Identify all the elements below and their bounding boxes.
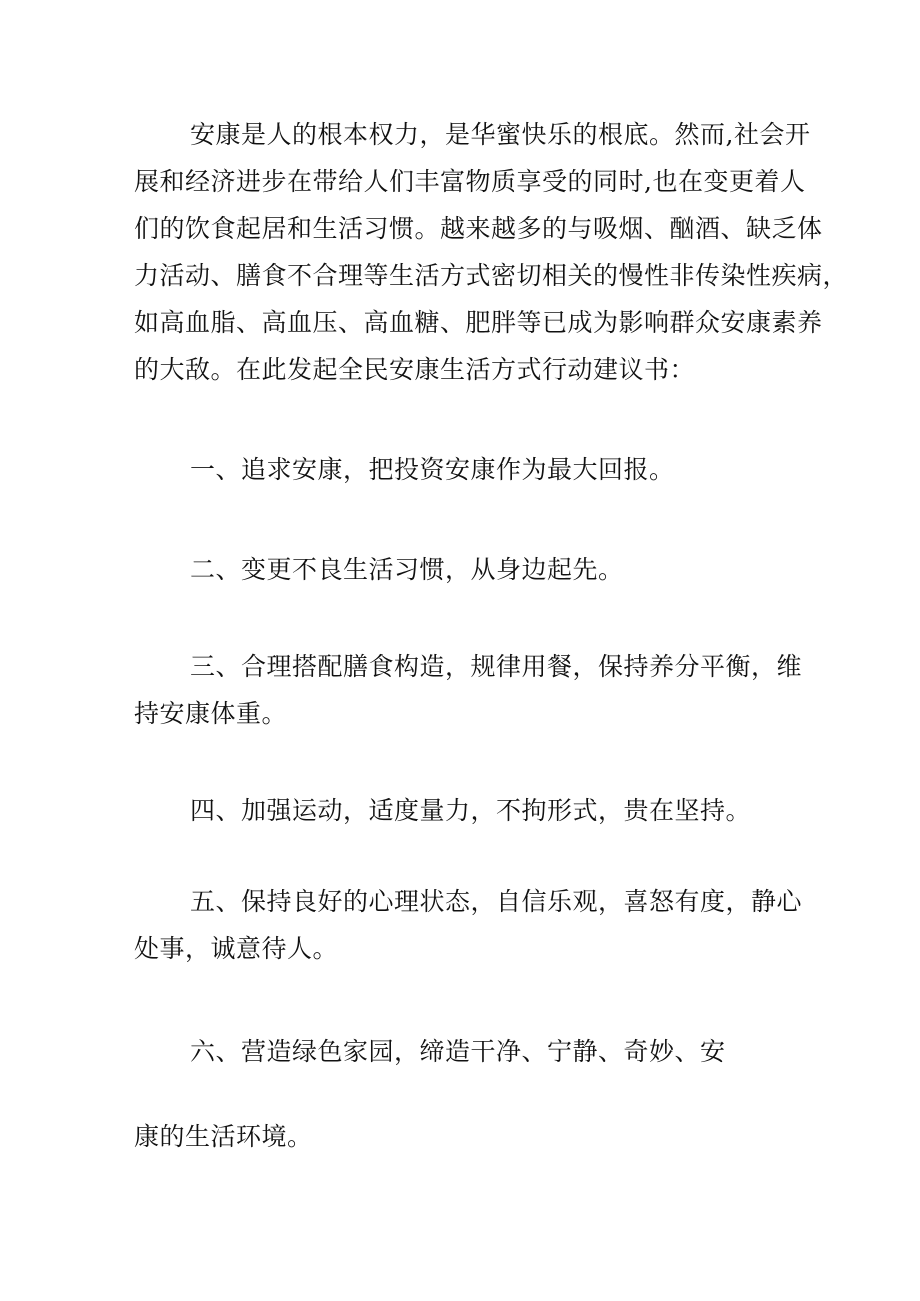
item-4-line-1: 四、加强运动，适度量力，不拘形式，贵在坚持。 xyxy=(190,796,752,825)
intro-line-1: 安康是人的根本权力，是华蜜快乐的根底。然而,社会开 xyxy=(190,120,811,149)
item-2-line-1: 二、变更不良生活习惯，从身边起先。 xyxy=(190,555,624,584)
intro-line-3: 们的饮食起居和生活习惯。越来越多的与吸烟、酗酒、缺乏体 xyxy=(134,214,823,243)
intro-line-5: 如高血脂、高血压、高血糖、肥胖等已成为影响群众安康素养 xyxy=(134,308,823,337)
item-3-line-2: 持安康体重。 xyxy=(134,699,288,728)
intro-line-2: 展和经济进步在带给人们丰富物质享受的同时,也在变更着人 xyxy=(134,167,806,196)
intro-line-6: 的大敌。在此发起全民安康生活方式行动建议书： xyxy=(134,355,696,384)
item-5-line-1: 五、保持良好的心理状态，自信乐观，喜怒有度，静心 xyxy=(190,887,803,916)
item-5-line-2: 处事，诚意待人。 xyxy=(134,934,339,963)
item-6-line-2: 康的生活环境。 xyxy=(134,1122,313,1151)
item-1-line-1: 一、追求安康，把投资安康作为最大回报。 xyxy=(190,455,675,484)
item-3-line-1: 三、合理搭配膳食构造，规律用餐，保持养分平衡，维 xyxy=(190,652,803,681)
intro-line-4: 力活动、膳食不合理等生活方式密切相关的慢性非传染性疾病， xyxy=(134,261,849,290)
item-6-line-1: 六、营造绿色家园，缔造干净、宁静、奇妙、安 xyxy=(190,1037,726,1066)
